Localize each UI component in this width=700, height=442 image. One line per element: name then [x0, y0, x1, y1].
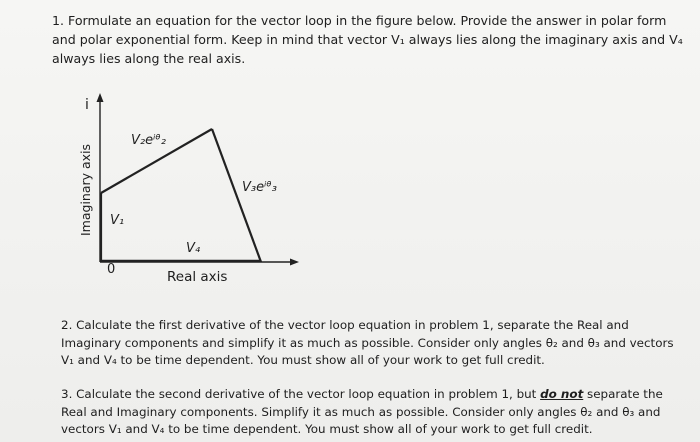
v3-label: V₃eⁱᶿ₃ [242, 180, 278, 195]
v2-label: V₂eⁱᶿ₂ [131, 133, 167, 148]
v4-label: V₄ [186, 241, 201, 256]
question-3-part2: separate the Real and Imaginary components. Simplify it as much as possible. Consider only angles θ₂ and θ₃ and vectors V₁ and V₄ to be time dependent. You must show all of your work to get full credit. [61, 387, 663, 436]
imaginary-axis-label: Imaginary axis [78, 143, 93, 236]
question-2-text: 2. Calculate the first derivative of the vector loop equation in problem 1, separate the Real and Imaginary components and simplify it as much as possible. Consider only angles θ₂ and θ₃ and vectors V₁ and V₄ to be time dependent. You must show all of your work to get full credit. [61, 318, 674, 367]
question-3-part1: 3. Calculate the second derivative of the vector loop equation in problem 1, but [61, 387, 541, 401]
question-1-text: 1. Formulate an equation for the vector loop in the figure below. Provide the answer in polar form and polar exponential form. Keep in mind that vector V₁ always lies along the imaginary axis and V₄ always lies along the real axis. [52, 13, 683, 66]
real-axis-label: Real axis [167, 269, 228, 285]
imaginary-axis-arrowhead [97, 93, 104, 102]
origin-label: 0 [107, 262, 116, 277]
real-axis-arrowhead [290, 259, 299, 266]
imaginary-i-label: i [85, 97, 89, 113]
v1-label: V₁ [110, 213, 125, 228]
question-3-text [61, 386, 681, 439]
question-3-emphasis: do not [540, 387, 584, 401]
vector-v3-line [212, 129, 261, 262]
